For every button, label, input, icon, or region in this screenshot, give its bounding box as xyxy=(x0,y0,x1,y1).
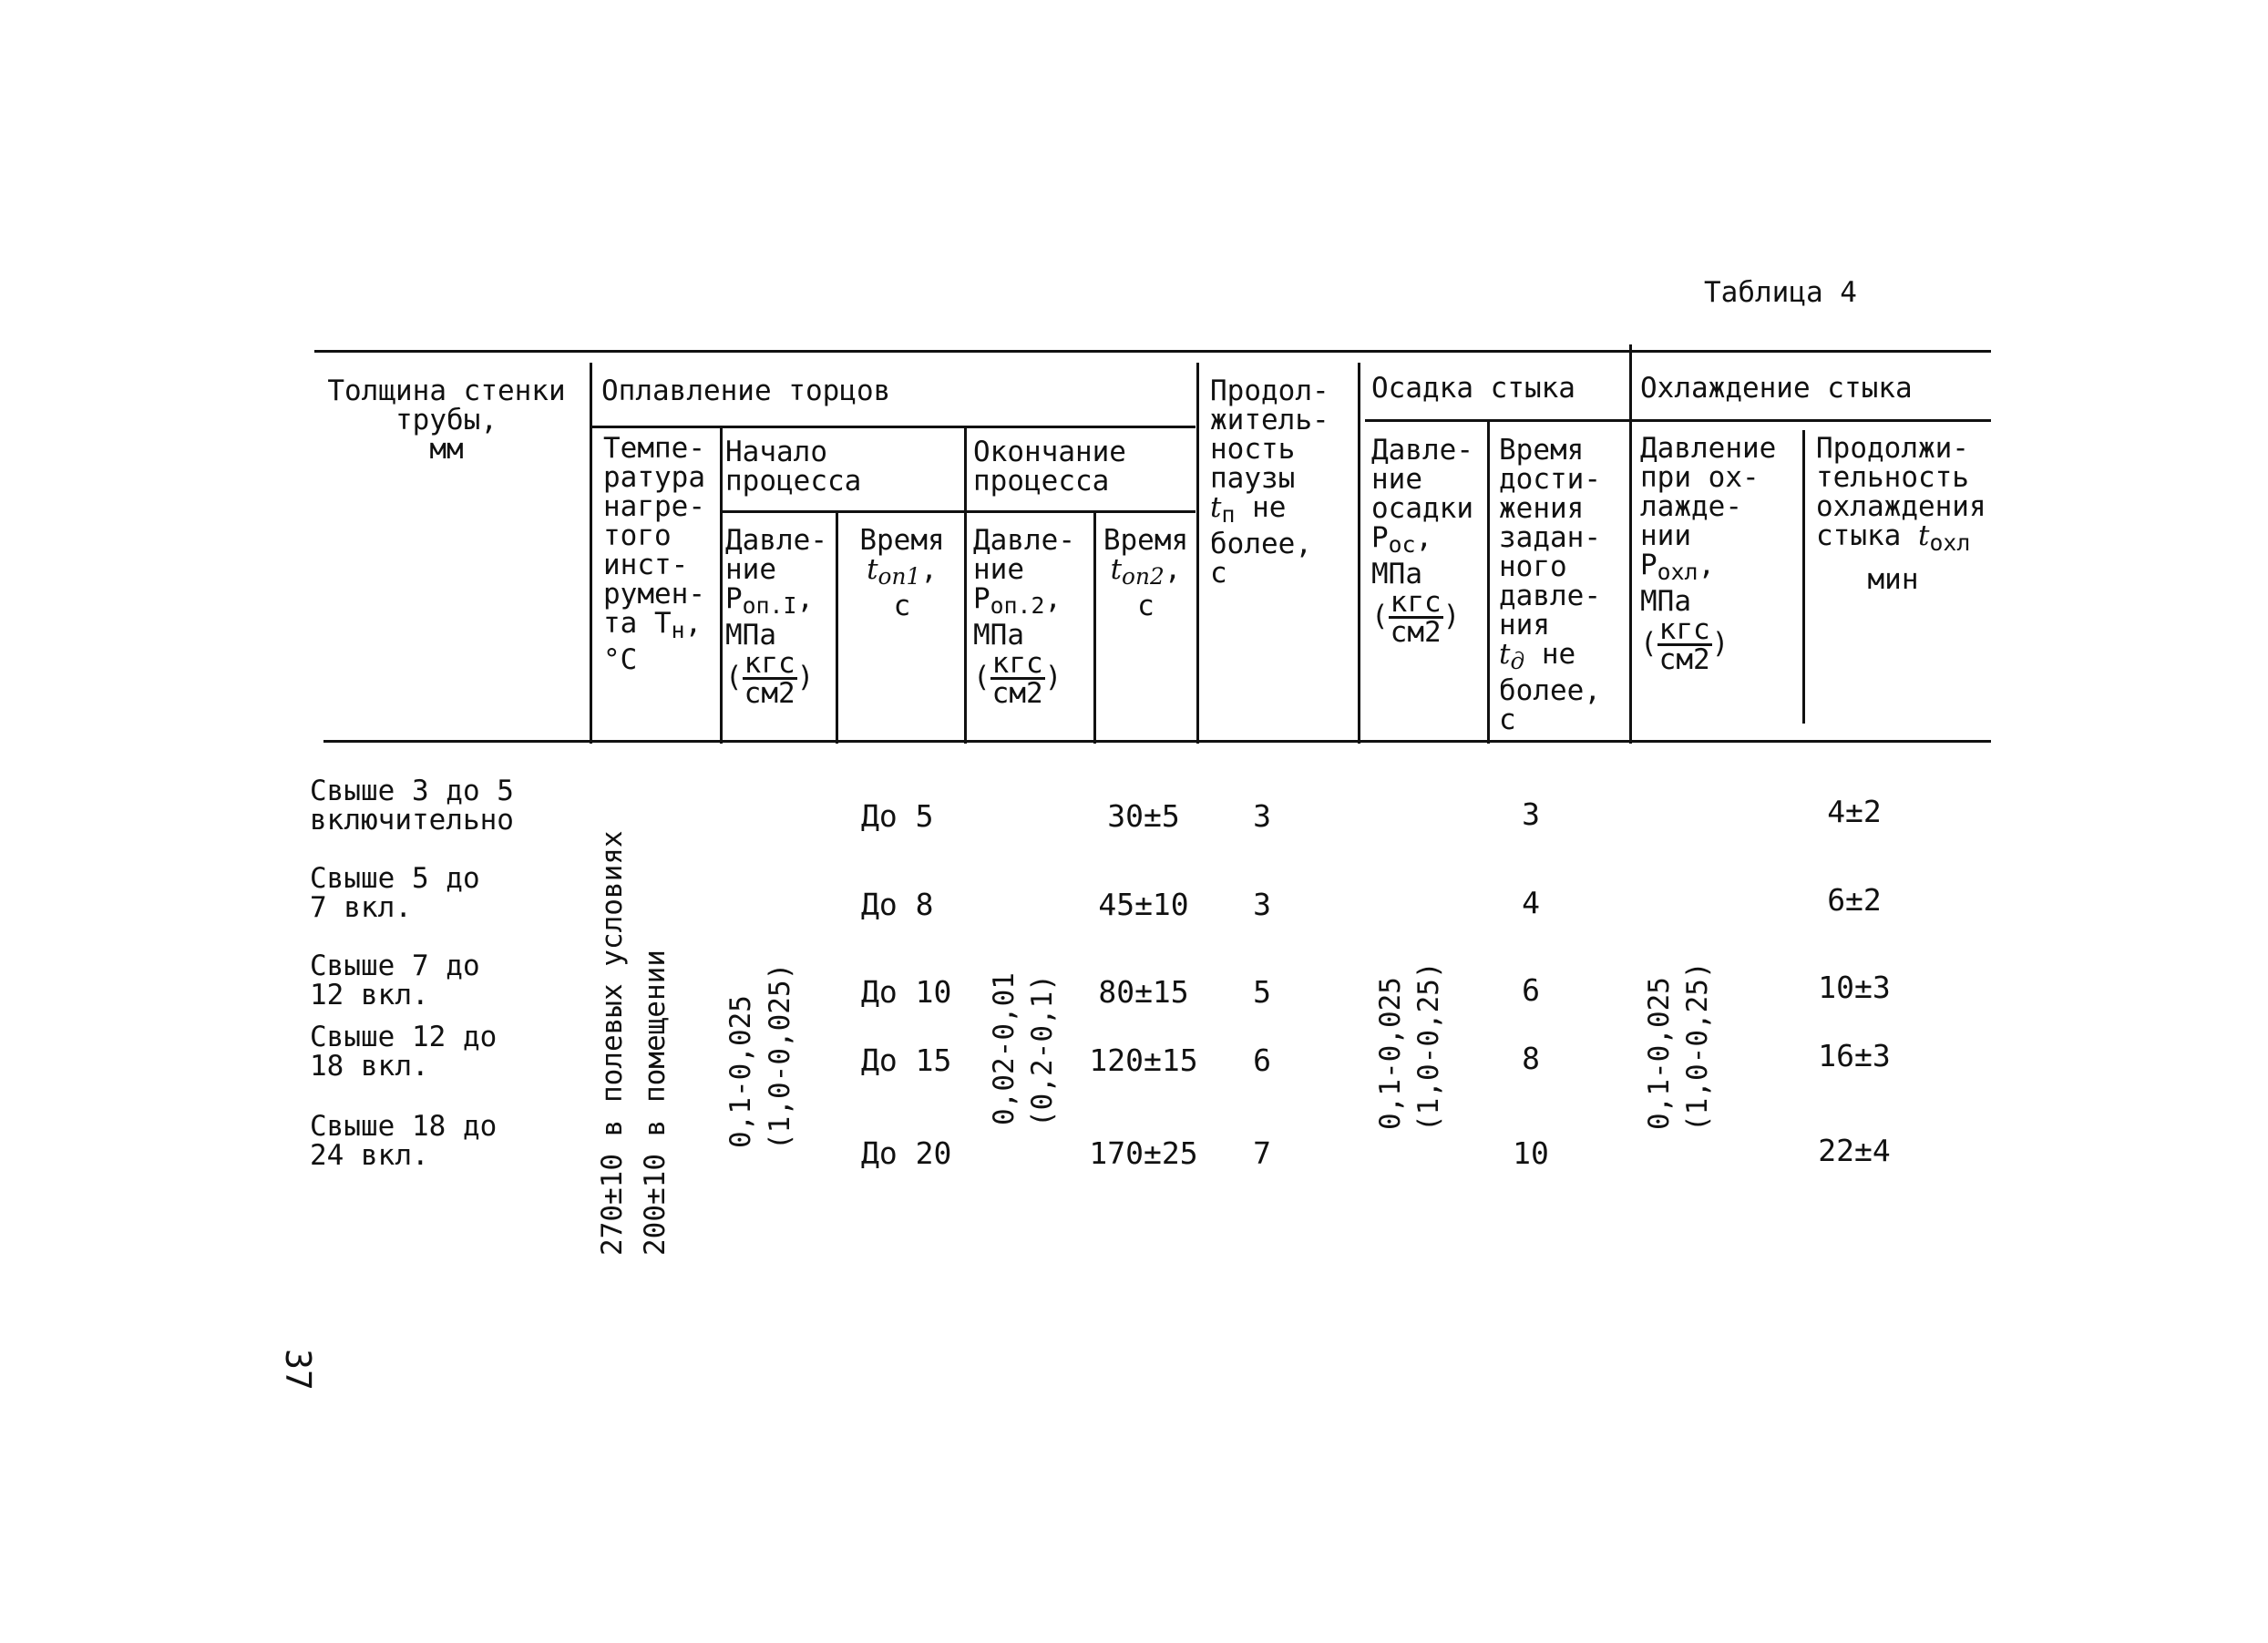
row-4-cooling: 16±3 xyxy=(1818,1038,1891,1073)
row-1-pause: 3 xyxy=(1253,798,1271,834)
fusion-subrule xyxy=(592,426,1196,428)
header-upset-pressure: Давле- ние осадки $Р_{ос}$, МПа ( $\frac{\text{кгс}}{см2}$ ) xyxy=(1371,434,1473,650)
row-1-time1: До 5 xyxy=(861,798,934,834)
row-3-time1: До 10 xyxy=(861,974,952,1010)
row-4-thickness: Свыше 12 до 18 вкл. xyxy=(310,1021,498,1083)
col-sep-6 xyxy=(1196,363,1199,744)
row-2-upset-time: 4 xyxy=(1522,885,1540,920)
col-sep-3 xyxy=(836,513,838,744)
cooling-subrule xyxy=(1634,419,1991,422)
row-2-pause: 3 xyxy=(1253,887,1271,922)
header-fusion: Оплавление торцов xyxy=(601,375,891,407)
upset-pressure-value: 0,1-0,025 xyxy=(1374,977,1407,1130)
cooling-pressure-value: 0,1-0,025 xyxy=(1643,977,1676,1130)
row-1-time2: 30±5 xyxy=(1107,798,1180,834)
table-title: Таблица 4 xyxy=(1704,276,1857,309)
col-sep-9 xyxy=(1629,344,1632,744)
row-3-pause: 5 xyxy=(1253,974,1271,1010)
row-5-thickness: Свыше 18 до 24 вкл. xyxy=(310,1110,498,1172)
row-2-cooling: 6±2 xyxy=(1827,882,1882,918)
row-3-time2: 80±15 xyxy=(1098,974,1189,1010)
row-2-time1: До 8 xyxy=(861,887,934,922)
row-4-time1: До 15 xyxy=(861,1042,952,1078)
col-sep-10 xyxy=(1802,430,1805,724)
row-1-thickness: Свыше 3 до 5 включительно xyxy=(310,775,514,837)
pressure2-kgf: (0,2-0,1) xyxy=(1026,974,1059,1127)
upset-pressure-kgf: (1,0-0,25) xyxy=(1412,961,1445,1132)
col-sep-4 xyxy=(964,428,967,744)
row-1-cooling: 4±2 xyxy=(1827,794,1882,829)
upset-subrule xyxy=(1365,419,1634,422)
col-sep-7 xyxy=(1358,363,1360,744)
row-1-upset-time: 3 xyxy=(1522,796,1540,832)
row-2-thickness: Свыше 5 до 7 вкл. xyxy=(310,862,480,924)
pressure1-kgf: (1,0-0,025) xyxy=(764,962,796,1150)
col-sep-8 xyxy=(1487,422,1490,744)
row-3-cooling: 10±3 xyxy=(1818,970,1891,1005)
row-4-time2: 120±15 xyxy=(1089,1042,1198,1078)
header-cooling-pressure: Давление при ох- лажде- нии $Р_{охл}$, МПа ( $\frac{\text{кгс}}{см2}$ ) xyxy=(1640,432,1777,677)
row-3-upset-time: 6 xyxy=(1522,972,1540,1008)
header-pause: Продол- житель- ность паузы $t_п$ не более, с xyxy=(1210,375,1329,590)
row-5-time2: 170±25 xyxy=(1089,1135,1198,1171)
header-pressure-1: Давле- ние $Р_{оп.I}$, МПа ( $\frac{\text{кгс}}{см2}$ ) xyxy=(725,524,827,711)
header-pressure-2: Давле- ние $Р_{оп.2}$, МПа ( $\frac{\text{кгс}}{см2}$ ) xyxy=(973,524,1075,711)
col-sep-1 xyxy=(590,363,592,744)
process-subrule xyxy=(722,510,1196,513)
row-2-time2: 45±10 xyxy=(1098,887,1189,922)
row-5-upset-time: 10 xyxy=(1513,1135,1549,1171)
row-4-upset-time: 8 xyxy=(1522,1041,1540,1076)
cooling-pressure-kgf: (1,0-0,25) xyxy=(1681,961,1714,1132)
row-5-time1: До 20 xyxy=(861,1135,952,1171)
header-upset: Осадка стыка xyxy=(1371,372,1575,405)
row-5-pause: 7 xyxy=(1253,1135,1271,1171)
table-top-rule xyxy=(314,350,1991,353)
row-3-thickness: Свыше 7 до 12 вкл. xyxy=(310,950,480,1011)
header-start-process: Начало процесса xyxy=(725,436,862,498)
header-minutes: мин xyxy=(1867,563,1919,596)
pressure1-value: 0,1-0,025 xyxy=(724,995,757,1148)
header-thickness: Толщина стенки трубы, мм xyxy=(327,375,566,466)
row-4-pause: 6 xyxy=(1253,1042,1271,1078)
row-5-cooling: 22±4 xyxy=(1818,1133,1891,1168)
header-cooling: Охлаждение стыка xyxy=(1640,372,1913,405)
temperature-room-value: 200±10 в помещении xyxy=(639,950,672,1256)
header-time-2: Время $t_{оп2}$, с xyxy=(1103,524,1189,623)
header-time-1: Время $t_{оп1}$, с xyxy=(859,524,945,623)
pressure2-value: 0,02-0,01 xyxy=(988,972,1021,1125)
header-cooling-duration: Продолжи- тельность охлаждения стыка $t_{охл}$ xyxy=(1816,432,1986,557)
col-sep-2 xyxy=(720,428,723,744)
header-upset-time: Время дости- жения задан- ного давле- ния $t_д$ не более, с xyxy=(1499,434,1601,737)
header-end-process: Окончание процесса xyxy=(973,436,1126,498)
page-number: 37 xyxy=(278,1349,318,1391)
header-temperature: Темпе- ратура нагре- того инст- румен- та $Т_н$, °С xyxy=(603,432,705,677)
temperature-field-value: 270±10 в полевых условиях xyxy=(596,830,629,1256)
col-sep-5 xyxy=(1093,513,1096,744)
header-bottom-rule xyxy=(323,740,1991,743)
